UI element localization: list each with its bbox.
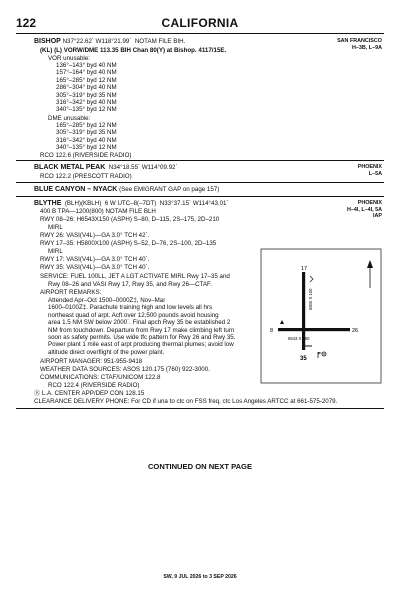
footer-effective-dates: SW, 9 JUL 2026 to 3 SEP 2026 xyxy=(163,574,237,580)
list-item: 136°–143° byd 40 NM xyxy=(56,62,117,69)
header-rule xyxy=(16,33,384,34)
list-item: northeast quad of arpt. Acft over 12,500 pounds avoid housing xyxy=(48,311,219,319)
rwy-8-label: 8 xyxy=(270,328,274,334)
list-item: 157°–164° byd 40 NM xyxy=(56,69,117,77)
blythe-remarks-label: AIRPORT REMARKS: xyxy=(40,289,102,296)
blythe-remarks xyxy=(48,297,235,356)
blythe-la-center: Ⓡ L.A. CENTER APP/DEP CON 128.15 xyxy=(34,390,145,397)
bishop-dme-unusable-list xyxy=(56,122,117,152)
blue-canyon-name: BLUE CANYON – NYACK xyxy=(34,186,118,193)
list-item: 165°–285° byd 12 NM xyxy=(56,122,117,129)
bishop-vor-unusable-list xyxy=(56,62,117,114)
blythe-iap: IAP xyxy=(373,213,382,220)
blythe-rwy35-vasi: RWY 35: VASI(V4L)—GA 3.0° TCH 40´. xyxy=(40,264,150,271)
bishop-vortac: (KL) (L) VORW/DME 113.35 BIH Chan 80(Y) at Bishop. 4117/15E. xyxy=(40,47,227,54)
runway-08-26 xyxy=(278,328,350,331)
blythe-weather: WEATHER DATA SOURCES: ASOS 120.175 (760) 922-3000. xyxy=(40,366,210,373)
list-item: 305°–319° byd 35 NM xyxy=(56,129,117,137)
rwy-17-35-dims: 5800 X 100 xyxy=(308,288,313,310)
bishop-vor-unusable-label: VOR unusable: xyxy=(48,55,90,62)
blythe-clearance: CLEARANCE DELIVERY PHONE: For CD if una to ctc on FSS freq, ctc Los Angeles ARTCC at 661-575-2079. xyxy=(34,398,338,405)
list-item: altitude direct overflight of the power plant. xyxy=(48,348,165,356)
airport-diagram xyxy=(260,248,382,384)
bmp-region: PHOENIX xyxy=(357,164,382,170)
list-item: Power plant 1 mile east of arpt producing thermal plumes; avoid low xyxy=(48,341,234,349)
list-item: 316°–342° byd 40 NM xyxy=(56,99,117,107)
bmp-rco: RCO 122.2 (PRESCOTT RADIO) xyxy=(40,173,132,180)
divider xyxy=(16,408,384,409)
list-item: soon as safety permits. Use wide tfc pattern for Rwy 26 and Rwy 35. xyxy=(48,334,236,342)
list-item: Attended Apr–Oct 1500–0000Z‡, Nov–Mar xyxy=(48,297,166,304)
rwy-17-label: 17 xyxy=(301,266,308,272)
blue-canyon-note: (See EMIGRANT GAP on page 157) xyxy=(119,186,220,193)
bmp-coords: N34°18.55´ W114°09.92´ xyxy=(108,164,178,171)
bishop-notam: NOTAM FILE BIH. xyxy=(134,38,186,45)
blythe-region: PHOENIX xyxy=(357,200,382,206)
divider xyxy=(16,196,384,197)
blythe-rwy26-vasi: RWY 26: VASI(V4L)—GA 3.0° TCH 42´. xyxy=(40,232,150,239)
blythe-name: BLYTHE xyxy=(34,200,62,207)
list-item: 305°–319° byd 35 NM xyxy=(56,91,117,99)
blythe-rwy1: RWY 08–26: H6543X150 (ASPH) S–80, D–115, 2S–175, 2D–210 xyxy=(40,216,220,223)
blythe-ident: (BLH)(KBLH) xyxy=(64,200,102,207)
blythe-charts: H–4I, L–4I, 5A xyxy=(346,206,382,213)
list-item: NM from touchdown. Departure from Rwy 17 make climbing left turn xyxy=(48,326,235,334)
blue-canyon-entry xyxy=(34,186,219,193)
divider xyxy=(16,182,384,183)
list-item: 1600–0100Z‡. Parachute training high and low levels all hrs xyxy=(48,304,213,312)
blythe-service: SERVICE: FUEL 100LL, JET A LGT ACTIVATE MIRL Rwy 17–35 and xyxy=(40,273,230,280)
north-arrow-icon xyxy=(367,260,373,288)
list-item: 286°–304° byd 40 NM xyxy=(56,84,117,92)
bishop-name: BISHOP xyxy=(34,38,61,45)
blythe-line2: 400 B TPA—1200(800) NOTAM FILE BLH xyxy=(40,208,156,215)
list-item: 316°–342° byd 40 NM xyxy=(56,136,117,144)
obstruction-icon xyxy=(280,320,284,324)
blythe-rwy2-lights: MIRL xyxy=(48,248,63,255)
continued-notice: CONTINUED ON NEXT PAGE xyxy=(147,462,253,471)
beacon-icon xyxy=(322,352,326,356)
list-item: 340°–135° byd 12 NM xyxy=(56,106,117,114)
bishop-region: SAN FRANCISCO xyxy=(337,38,382,44)
blythe-rwy1-lights: MIRL xyxy=(48,224,63,231)
bishop-dme-unusable-label: DME unusable: xyxy=(48,115,91,122)
bishop-coords: N37°22.62´ W118°21.99´ xyxy=(62,38,132,45)
blythe-manager: AIRPORT MANAGER: 951-955-9418 xyxy=(40,358,143,365)
rwy-35-label: 35 xyxy=(300,356,307,362)
bmp-name: BLACK METAL PEAK xyxy=(34,164,106,171)
divider xyxy=(16,160,384,161)
page-header xyxy=(16,16,384,32)
vasi-icon xyxy=(310,276,313,282)
list-item: 340°–135° byd 12 NM xyxy=(56,144,117,152)
state-title: CALIFORNIA xyxy=(161,16,239,30)
rwy-08-26-dims: 6543 X 150 xyxy=(288,336,310,341)
bmp-chart: L–5A xyxy=(368,170,382,177)
wind-cone-icon xyxy=(318,352,322,358)
circle-r-icon: Ⓡ xyxy=(34,390,41,397)
list-item: area 1.5 NM SW below 2000´. Final apch Rwy 35 be established 2 xyxy=(48,319,231,327)
blythe-service2: Rwy 08–26 and VASI Rwy 17, Rwy 35, and Rwy 26—CTAF. xyxy=(48,281,212,288)
blythe-coords: N33°37.15´ W114°43.01´ xyxy=(159,200,229,207)
blythe-rco: RCO 122.4 (RIVERSIDE RADIO) xyxy=(48,382,140,389)
bishop-rco: RCO 122.6 (RIVERSIDE RADIO) xyxy=(40,152,132,159)
bishop-chart: H–3B, L–9A xyxy=(352,44,382,51)
blythe-comms: COMMUNICATIONS: CTAF/UNICOM 122.8 xyxy=(40,374,161,381)
blythe-rwy2: RWY 17–35: H5800X100 (ASPH) S–52, D–76, 2S–100, 2D–135 xyxy=(40,240,217,247)
diagram-frame xyxy=(261,249,381,383)
list-item: 165°–285° byd 12 NM xyxy=(56,76,117,84)
page-number: 122 xyxy=(16,16,37,30)
blythe-tz: 6 W UTC–8(–7DT) xyxy=(104,200,157,207)
rwy-26-label: 26 xyxy=(352,328,359,334)
blythe-rwy17-vasi: RWY 17: VASI(V4L)—GA 3.0° TCH 40´. xyxy=(40,256,150,263)
